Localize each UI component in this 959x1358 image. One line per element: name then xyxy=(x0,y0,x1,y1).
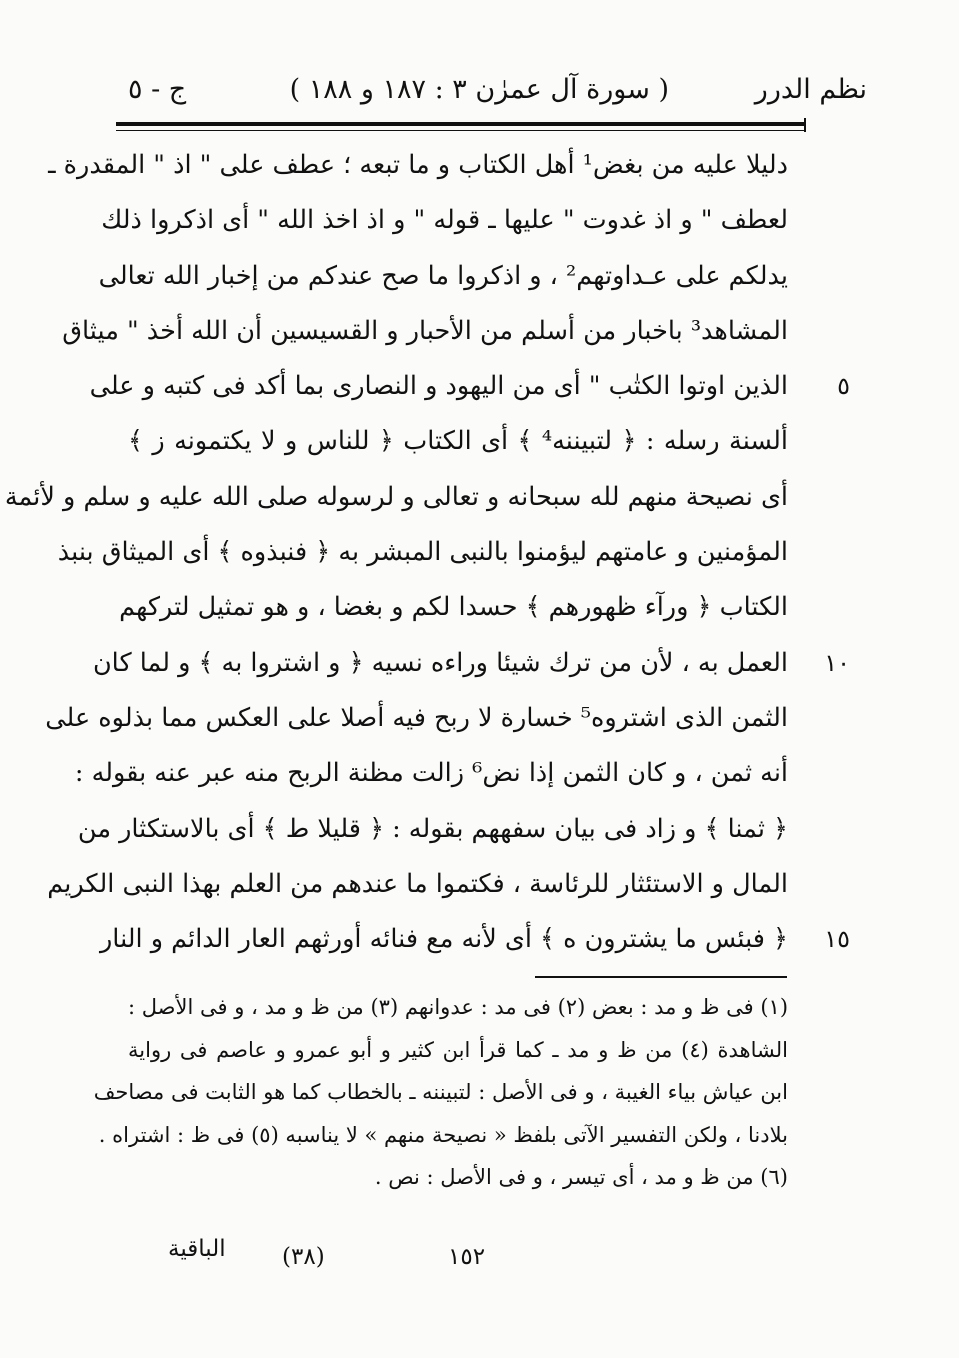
running-book-title: نظم الدرر xyxy=(754,74,867,105)
header-rule-thin xyxy=(116,130,806,131)
page-number: ١٥٢ xyxy=(448,1244,486,1270)
footnote-separator xyxy=(535,976,787,978)
text-line xyxy=(89,359,850,414)
text-line xyxy=(99,912,850,967)
footnote-line: (٦) من ظ و مد ، أى تيسر ، و فى الأصل : نص . xyxy=(374,1165,788,1189)
text-line xyxy=(45,691,788,746)
line-number: ١٠ xyxy=(824,648,850,677)
volume-label: ج - ٥ xyxy=(128,74,187,105)
text-line-content: دليلا عليه من بغض¹ أهل الكتاب و ما تبعه ؛ عطف على " اذ " المقدرة ـ xyxy=(48,150,788,180)
text-line xyxy=(77,802,788,857)
header-rule-thick xyxy=(116,122,806,126)
text-line xyxy=(47,857,788,912)
text-line-content: المشاهد³ باخبار من أسلم من الأحبار و القسيسين أن الله أخذ " ميثاق xyxy=(62,315,788,346)
text-line-content: الذين اوتوا الكتٰب " أى من اليهود و النصارى بما أكد فى كتبه و على xyxy=(89,371,788,402)
text-line xyxy=(101,193,788,248)
text-line-content: ﴿ ثمنا ﴾ و زاد فى بيان سفههم بقوله : ﴿ قليلا ط ﴾ أى بالاستكثار من xyxy=(77,813,788,844)
footnote-line: بلادنا ، ولكن التفسير الآتى بلفظ « نصيحة منهم » لا يناسبه (٥) فى ظ : اشتراه . xyxy=(98,1122,788,1147)
text-line-content: لعطف " و اذ غدوت " عليها ـ قوله " و اذ اخذ الله " أى اذكروا ذلك xyxy=(101,205,788,236)
footnote-line: الشاهدة (٤) من ظ و مد ـ كما قرأ ابن كثير و أبو عمرو و عاصم فى رواية xyxy=(128,1037,788,1062)
text-line-content: ألسنة رسله : ﴿ لتبيننه⁴ ﴾ أى الكتاب ﴿ للناس و لا يكتمونه ز ﴾ xyxy=(128,426,788,457)
text-line-content: المال و الاستئثار للرئاسة ، فكتموا ما عندهم من العلم بهذا النبى الكريم xyxy=(47,868,788,899)
text-line-content: ﴿ فبئس ما يشترون ه ﴾ أى لأنه مع فنائه أورثهم العار الدائم و النار xyxy=(99,924,788,955)
text-line-content: العمل به ، لأن من ترك شيئا وراءه نسيه ﴿ و اشتروا به ﴾ و لما كان xyxy=(92,647,788,678)
line-number: ١٥ xyxy=(824,925,850,954)
text-line-content: الثمن الذى اشتروه⁵ خسارة لا ربح فيه أصلا على العكس مما بذلوه على xyxy=(45,702,788,733)
text-line xyxy=(62,304,788,359)
running-surah-reference: ( سورة آل عمرٰن ٣ : ١٨٧ و ١٨٨ ) xyxy=(289,74,669,105)
footnotes xyxy=(93,986,789,1199)
catchword: الباقية xyxy=(168,1236,226,1262)
text-line xyxy=(98,249,788,304)
text-line xyxy=(4,470,788,525)
text-line xyxy=(128,414,788,469)
text-line-content: أنه ثمن ، و كان الثمن إذا نض⁶ زالت مظنة الربح منه عبر عنه بقوله : xyxy=(74,758,788,789)
line-number: ٥ xyxy=(837,372,850,401)
footnote-line: ابن عياش بياء الغيبة ، و فى الأصل : لتبيننه ـ بالخطاب كما هو الثابت فى مصاحف xyxy=(93,1080,788,1104)
text-line-content: يدلكم على عـداوتهم² ، و اذكروا ما صح عندكم من إخبار الله تعالى xyxy=(98,260,788,291)
signature-mark: (٣٨) xyxy=(282,1244,325,1270)
text-line xyxy=(92,636,850,691)
text-line-content: أى نصيحة منهم لله سبحانه و تعالى و لرسوله صلى الله عليه و سلم و لأئمة xyxy=(4,481,788,512)
text-line xyxy=(119,580,788,635)
text-line xyxy=(48,138,788,193)
text-line xyxy=(57,525,788,580)
footnote-line: (١) فى ظ و مد : بعض (٢) فى مد : عدوانهم (٣) من ظ و مد ، و فى الأصل : xyxy=(128,995,789,1019)
main-text xyxy=(4,138,850,967)
header-rule-tick xyxy=(804,118,806,132)
text-line-content: الكتاب ﴿ ورآء ظهورهم ﴾ حسدا لكم و بغضا ، و هو تمثيل لتركهم xyxy=(119,592,788,623)
text-line xyxy=(74,746,788,801)
text-line-content: المؤمنين و عامتهم ليؤمنوا بالنبى المبشر به ﴿ فنبذوه ﴾ أى الميثاق بنبذ xyxy=(57,537,788,568)
